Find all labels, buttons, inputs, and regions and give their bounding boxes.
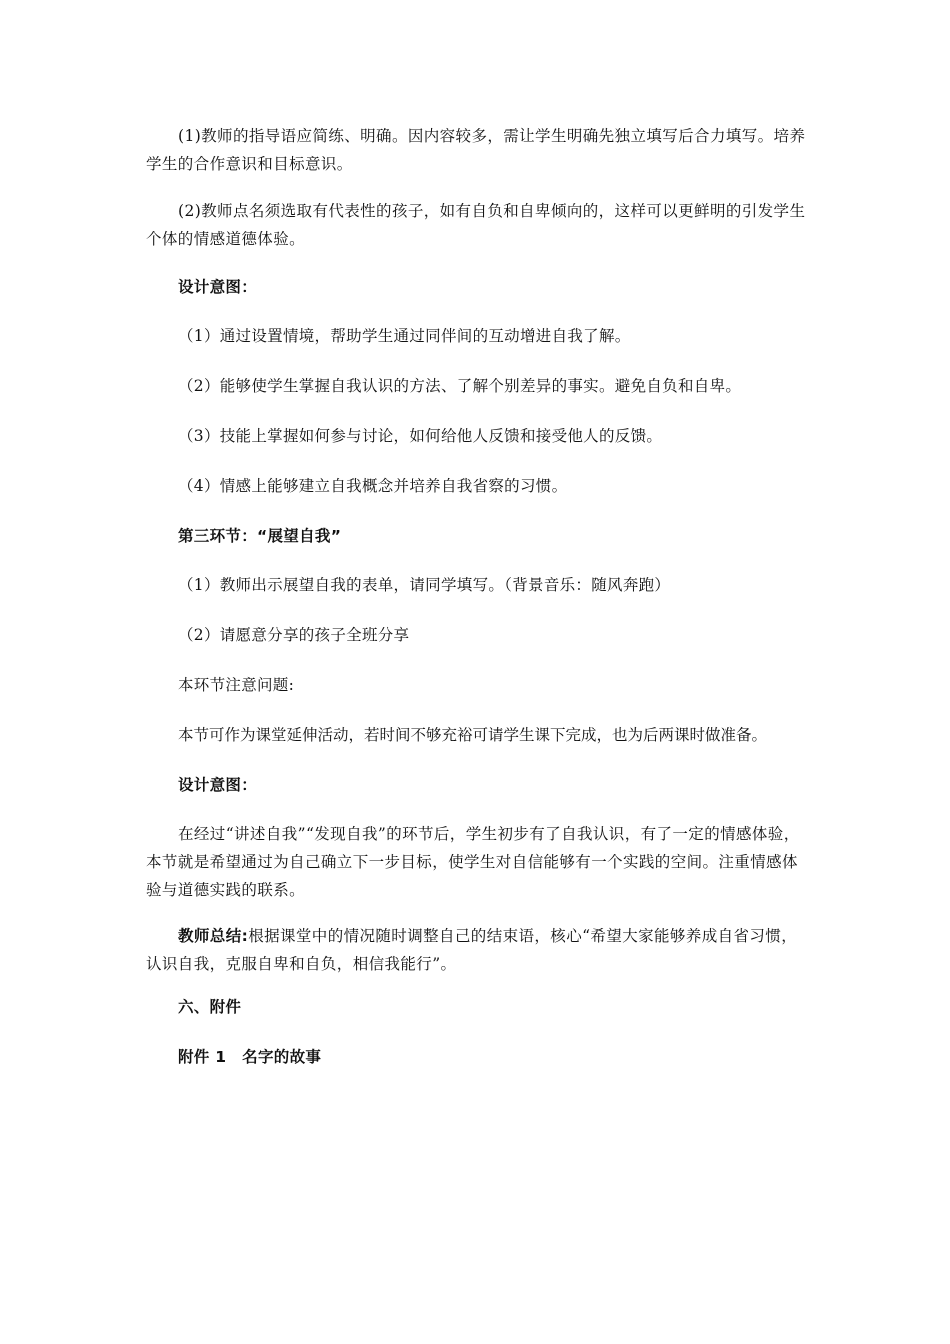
heading-attachments: 六、附件: [178, 998, 242, 1016]
heading-design-intent-1: 设计意图：: [178, 278, 258, 296]
heading-design-intent-2: 设计意图：: [178, 776, 258, 794]
summary-label: 教师总结:: [178, 927, 249, 945]
design-intent-item-4: （4）情感上能够建立自我概念并培养自我省察的习惯。: [178, 477, 568, 495]
section-three-item-2: （2）请愿意分享的孩子全班分享: [178, 626, 410, 644]
heading-attachment-1: 附件 1 名字的故事: [178, 1048, 322, 1066]
paragraph-teacher-summary: [146, 922, 811, 978]
note-text: 本节可作为课堂延伸活动，若时间不够充裕可请学生课下完成，也为后两课时做准备。: [178, 726, 768, 744]
paragraph-guidance-2: (2)教师点名须选取有代表性的孩子，如有自负和自卑倾向的，这样可以更鲜明的引发学生个体的情感道德体验。: [146, 202, 806, 248]
design-intent-item-3: （3）技能上掌握如何参与讨论，如何给他人反馈和接受他人的反馈。: [178, 427, 663, 445]
heading-section-three: 第三环节：“展望自我”: [178, 527, 342, 545]
paragraph-guidance-1: (1)教师的指导语应简练、明确。因内容较多，需让学生明确先独立填写后合力填写。培养学生的合作意识和目标意识。: [146, 127, 806, 173]
design-intent-item-1: （1）通过设置情境，帮助学生通过同伴间的互动增进自我了解。: [178, 327, 631, 345]
note-title: 本环节注意问题:: [178, 676, 295, 694]
paragraph-design-intent-2: 在经过“讲述自我”“发现自我”的环节后，学生初步有了自我认识，有了一定的情感体验，本节就是希望通过为自己确立下一步目标，使学生对自信能够有一个实践的空间。注重情感体验与道德实践的联系。: [146, 825, 800, 899]
summary-text: 根据课堂中的情况随时调整自己的结束语，核心“希望大家能够养成自省习惯，认识自我，克服自卑和自负，相信我能行”。: [146, 927, 798, 973]
section-three-item-1: （1）教师出示展望自我的表单，请同学填写。（背景音乐：随风奔跑）: [178, 576, 671, 594]
design-intent-item-2: （2）能够使学生掌握自我认识的方法、了解个别差异的事实。避免自负和自卑。: [178, 377, 742, 395]
